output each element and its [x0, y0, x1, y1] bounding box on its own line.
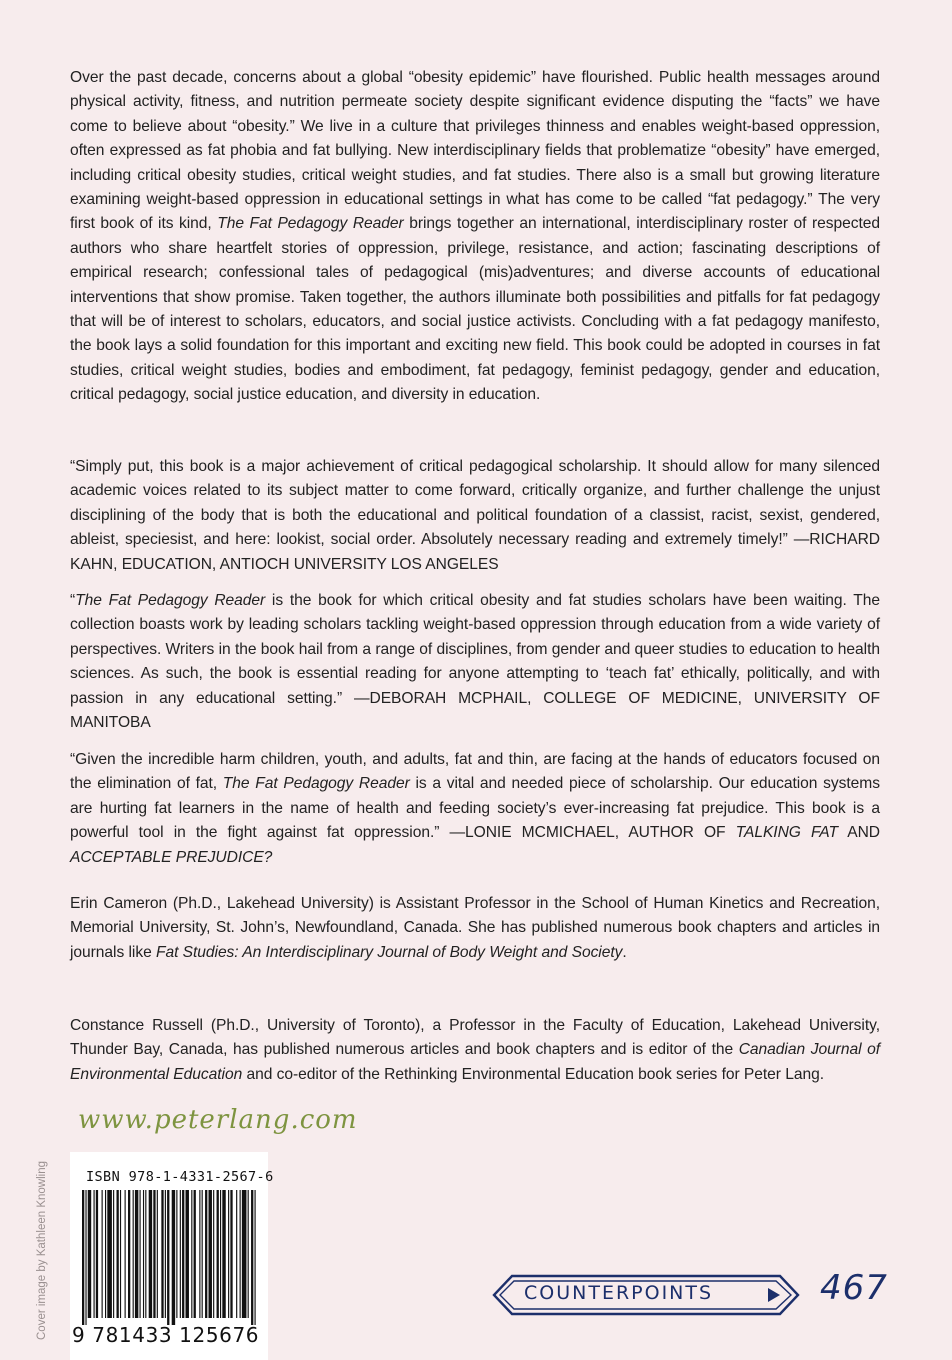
endorsement-mcmichael	[70, 748, 880, 870]
barcode-bar	[161, 1190, 163, 1318]
barcode-bar	[251, 1190, 253, 1325]
bio-end: .	[622, 943, 627, 961]
bio-end: and co-editor of the Rethinking Environmental Education book series for Peter Lang.	[242, 1065, 824, 1083]
barcode-bar	[107, 1190, 112, 1318]
barcode-bar	[157, 1190, 158, 1318]
book-description	[70, 66, 880, 408]
bio-constance-russell	[70, 1014, 880, 1087]
barcode-bar	[135, 1190, 138, 1318]
endorsement-text: is the book for which critical obesity and fat studies scholars have been waiting. The collection boasts work by leading scholars tackling weight-based oppression through education from a wide variety of perspectives. Writers in the book hail from a range of disciplines, from gender and queer studies to education to health sciences. As such, the book is essential reading for anyone attempting to ‘teach fat’ ethically, politically, and with passion in any educational setting.” —DEBORAH MCPHAIL, COLLEGE OF MEDICINE, UNIVERSITY OF MANITOBA	[70, 592, 880, 732]
barcode-bar	[255, 1190, 256, 1325]
arrow-icon	[768, 1288, 780, 1302]
barcode-bar	[230, 1190, 232, 1318]
barcode-bar	[217, 1190, 219, 1318]
barcode-bar	[96, 1190, 98, 1318]
barcode-bar	[82, 1190, 84, 1325]
barcode-bar	[145, 1190, 146, 1318]
barcode-bar	[172, 1190, 175, 1325]
barcode-bar	[167, 1190, 169, 1325]
description-text-1: Over the past decade, concerns about a global “obesity epidemic” have flourished. Public health messages around physical activity, fitness, and nutrition permeate society despite significant evidence disputing the “facts” we have come to believe about “obesity.” We live in a culture that privileges thinness and enables weight-based oppression, often expressed as fat phobia and fat bullying. New interdisciplinary fields that problematize “obesity” have emerged, including critical obesity studies, critical weight studies, and fat studies. There also is a small but growing literature examining weight-based oppression in educational settings in what has come to be called “fat pedagogy.” The very first book of its kind,	[70, 69, 880, 233]
barcode-bar	[222, 1190, 225, 1318]
barcode-bar	[236, 1190, 237, 1318]
barcode-bar	[113, 1190, 114, 1318]
barcode-bar	[202, 1190, 203, 1318]
isbn-barcode	[70, 1152, 274, 1360]
barcode-bar	[180, 1190, 181, 1318]
publisher-website[interactable]: www.peterlang.com	[78, 1105, 358, 1135]
quote-open: “	[70, 592, 76, 609]
barcode-bar	[220, 1190, 221, 1318]
barcode-bar	[242, 1190, 247, 1318]
barcode-bar	[186, 1190, 189, 1318]
barcode-bar	[182, 1190, 184, 1318]
endorsement-text-2: is a vital and needed piece of scholarship. Our education systems are hurting fat learners in the name of health and feeding society’s ever-increasing fat prejudice. This book is a powerful tool in the fight against fat oppression.” —LONIE MCMICHAEL, AUTHOR OF	[70, 775, 880, 842]
barcode-bar	[248, 1190, 249, 1318]
barcode-bar	[85, 1190, 86, 1325]
bio-text: Erin Cameron (Ph.D., Lakehead University) is Assistant Professor in the School of Human Kinetics and Recreation, Memorial University, St. John’s, Newfoundland, Canada. She has published numerous book chapters and articles in journals like	[70, 895, 880, 961]
description-text-2: brings together an international, interdisciplinary roster of respected authors who share heartfelt stories of oppression, privilege, resistance, and action; fascinating descriptions of empirical research; confessional tales of pedagogical (mis)adventures; and diverse accounts of educational interventions that show promise. Taken together, the authors illuminate both possibilities and pitfalls for fat pedagogy that will be of interest to scholars, educators, and social justice activists. Concluding with a fat pedagogy manifesto, the book lays a solid foundation for this important and exciting new field. This book could be adopted in courses in fat studies, critical weight studies, bodies and embodiment, fat pedagogy, feminist pedagogy, gender and education, critical pedagogy, social justice education, and diversity in education.	[70, 215, 880, 404]
barcode-digits: 9 781433 125676	[72, 1323, 260, 1347]
barcode-bar	[213, 1190, 214, 1318]
isbn-label: ISBN 978-1-4331-2567-6	[86, 1169, 274, 1185]
endorsement-mcphail	[70, 589, 880, 735]
barcode-bar	[88, 1190, 91, 1318]
barcode-bar	[199, 1190, 200, 1318]
barcode-bar	[194, 1190, 196, 1318]
barcode-bar	[165, 1190, 166, 1318]
barcode-bar	[143, 1190, 144, 1318]
journal-title: Canadian Journal of Environmental Education	[70, 1041, 881, 1083]
barcode-bar	[117, 1190, 119, 1318]
cover-image-credit: Cover image by Kathleen Knowling	[36, 1161, 48, 1340]
barcode-bar	[149, 1190, 152, 1318]
barcode-bar	[176, 1190, 177, 1318]
journal-title: Fat Studies: An Interdisciplinary Journal of Body Weight and Society	[155, 943, 623, 961]
endorsement-text-1: “Given the incredible harm children, youth, and adults, fat and thin, are facing at the hands of educators focused on the elimination of fat,	[70, 751, 880, 793]
bio-erin-cameron	[70, 892, 880, 965]
book-title-acceptable-prejudice: ACCEPTABLE PREJUDICE?	[70, 848, 273, 866]
book-title: The Fat Pedagogy Reader	[75, 592, 266, 609]
barcode-bars	[82, 1190, 258, 1325]
barcode-bar	[228, 1190, 229, 1318]
bio-text: Constance Russell (Ph.D., University of Toronto), a Professor in the Faculty of Education, Lakehead University, Thunder Bay, Canada, has published numerous articles and book chapters and is editor of the	[70, 1017, 880, 1059]
book-title: The Fat Pedagogy Reader	[217, 215, 404, 233]
barcode-bar	[191, 1190, 192, 1318]
series-number: 467	[820, 1268, 888, 1308]
barcode-bar	[120, 1190, 121, 1318]
barcode-bar	[105, 1190, 106, 1318]
barcode-bar	[94, 1190, 95, 1318]
barcode-bar	[128, 1190, 130, 1318]
barcode-bar	[125, 1190, 126, 1318]
barcode-bar	[133, 1190, 134, 1318]
endorsement-kahn	[70, 455, 880, 577]
conjunction: AND	[837, 824, 880, 842]
barcode-bar	[102, 1190, 103, 1318]
book-title-talking-fat: TALKING FAT	[735, 824, 838, 842]
counterpoints-series-logo	[490, 1270, 802, 1320]
barcode-bar	[153, 1190, 155, 1318]
endorsement-text: “Simply put, this book is a major achievement of critical pedagogical scholarship. It should allow for many silenced academic voices related to its subject matter to come forward, critically organize, and further challenge the unjust disciplining of the body that is both the educational and political foundation of a classist, racist, sexist, gendered, ableist, speciesist, and here: lookist, social order. Absolutely necessary reading and extremely timely!” —RICHARD KAHN, EDUCATION, ANTIOCH UNIVERSITY LOS ANGELES	[70, 458, 880, 573]
barcode-bar	[205, 1190, 207, 1318]
barcode-bar	[209, 1190, 212, 1318]
barcode-bar	[240, 1190, 241, 1318]
barcode-bar	[140, 1190, 141, 1318]
book-title: The Fat Pedagogy Reader	[222, 775, 410, 793]
series-name: COUNTERPOINTS	[524, 1282, 714, 1304]
